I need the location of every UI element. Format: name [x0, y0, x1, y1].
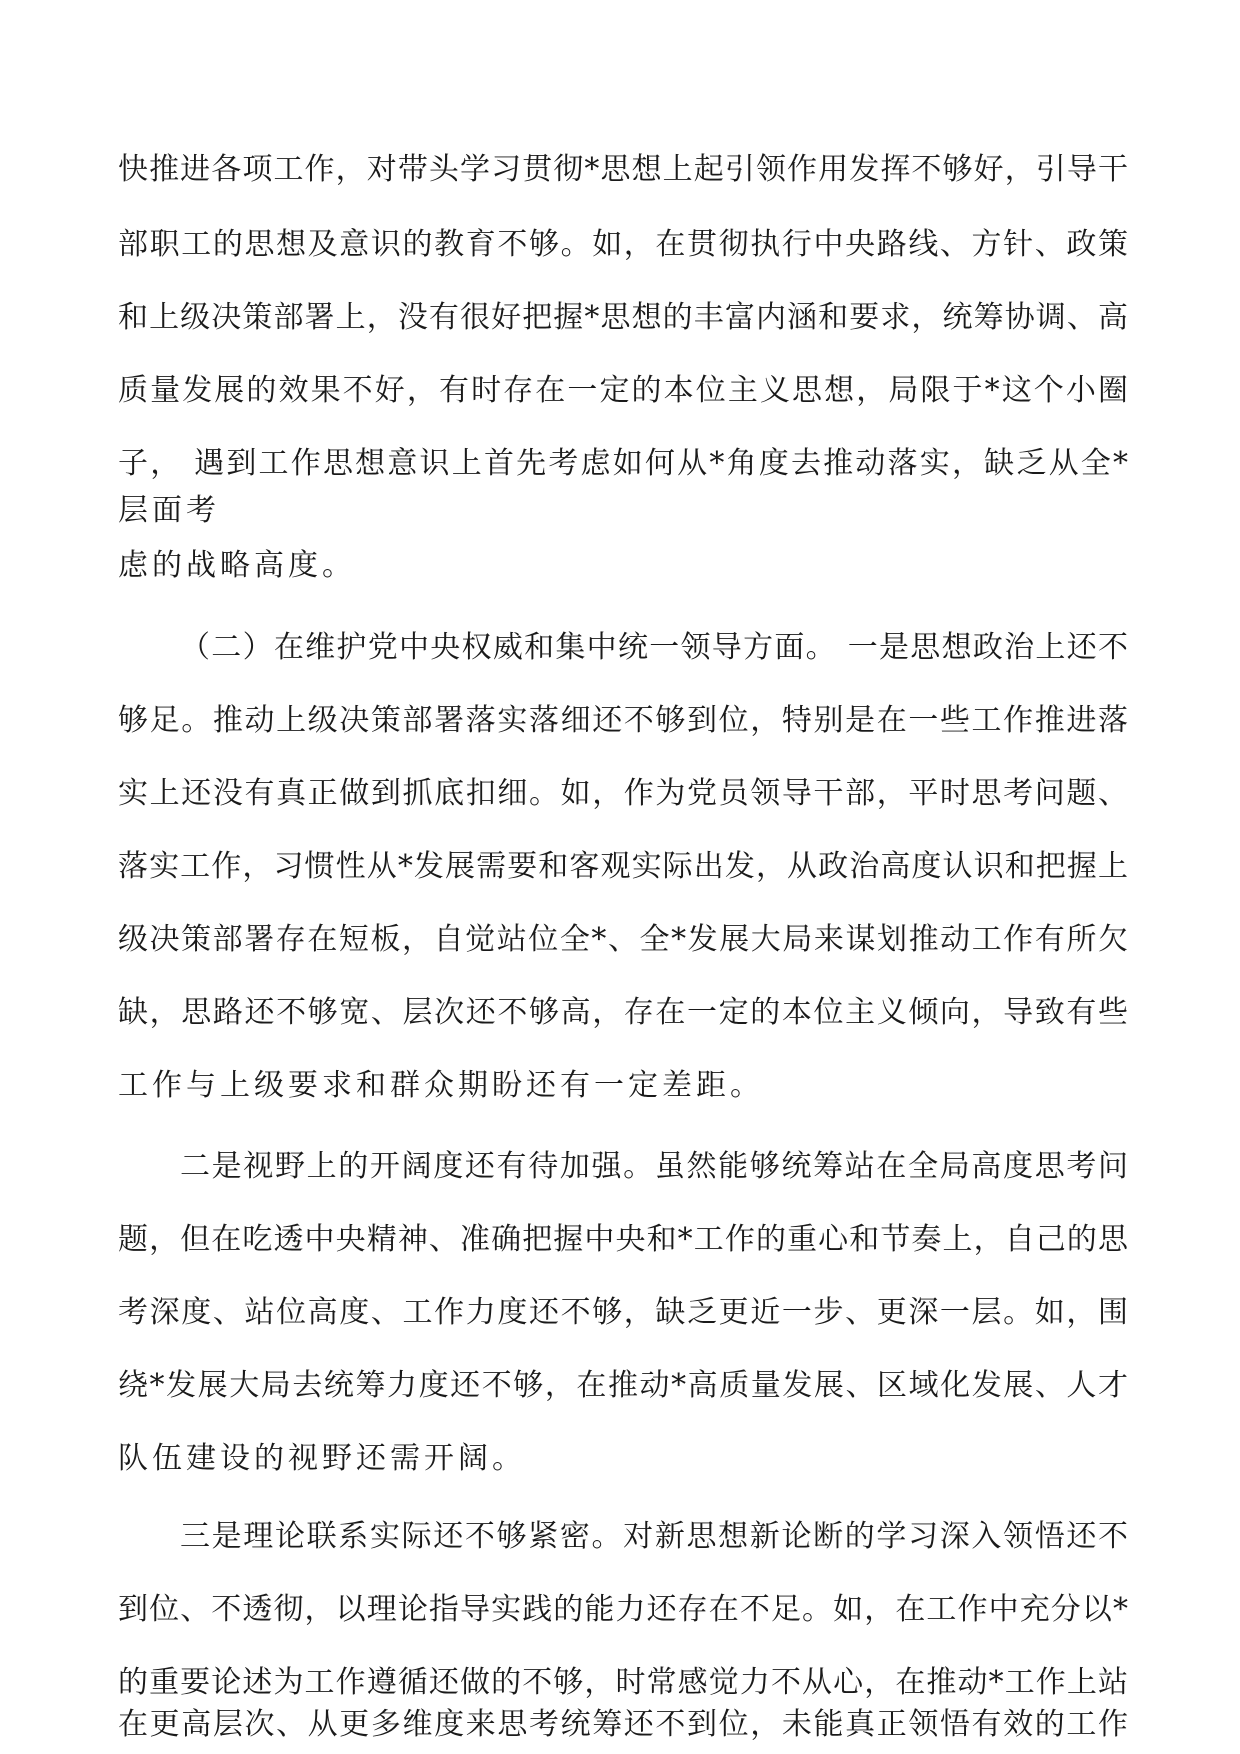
text-line: 考深度、站位高度、工作力度还不够，缺乏更近一步、更深一层。如，围	[118, 1295, 1128, 1330]
text-line: 子， 遇到工作思想意识上首先考虑如何从*角度去推动落实，缺乏从全*	[118, 446, 1128, 481]
text-line: 虑的战略高度。	[118, 548, 356, 583]
text-line: 部职工的思想及意识的教育不够。如，在贯彻执行中央路线、方针、政策	[118, 227, 1128, 262]
text-line: 队伍建设的视野还需开阔。	[118, 1441, 526, 1476]
text-line: 级决策部署存在短板，自觉站位全*、全*发展大局来谋划推动工作有所欠	[118, 922, 1128, 957]
text-line: 题，但在吃透中央精神、准确把握中央和*工作的重心和节奏上，自己的思	[118, 1222, 1128, 1257]
text-line: 快推进各项工作，对带头学习贯彻*思想上起引领作用发挥不够好，引导干	[118, 152, 1128, 187]
text-line: 在更高层次、从更多维度来思考统筹还不到位，未能真正领悟有效的工作	[118, 1707, 1128, 1742]
text-line: 实上还没有真正做到抓底扣细。如，作为党员领导干部，平时思考问题、	[118, 776, 1128, 811]
paragraph-start-line: 二是视野上的开阔度还有待加强。虽然能够统筹站在全局高度思考问	[180, 1149, 1128, 1184]
text-line: 和上级决策部署上，没有很好把握*思想的丰富内涵和要求，统筹协调、高	[118, 300, 1128, 335]
text-line: 缺，思路还不够宽、层次还不够高，存在一定的本位主义倾向，导致有些	[118, 995, 1128, 1030]
text-line: 层面考	[118, 493, 220, 528]
paragraph-start-line: 三是理论联系实际还不够紧密。对新思想新论断的学习深入领悟还不	[180, 1519, 1128, 1554]
text-line: 到位、不透彻，以理论指导实践的能力还存在不足。如，在工作中充分以*	[118, 1592, 1128, 1627]
section-heading-line: （二）在维护党中央权威和集中统一领导方面。 一是思想政治上还不	[180, 630, 1128, 665]
text-line: 质量发展的效果不好，有时存在一定的本位主义思想，局限于*这个小圈	[118, 373, 1128, 408]
text-line: 工作与上级要求和群众期盼还有一定差距。	[118, 1068, 764, 1103]
text-line: 够足。推动上级决策部署落实落细还不够到位，特别是在一些工作推进落	[118, 703, 1128, 738]
text-line: 落实工作，习惯性从*发展需要和客观实际出发，从政治高度认识和把握上	[118, 849, 1128, 884]
text-line: 绕*发展大局去统筹力度还不够，在推动*高质量发展、区域化发展、人才	[118, 1368, 1128, 1403]
text-line: 的重要论述为工作遵循还做的不够，时常感觉力不从心，在推动*工作上站	[118, 1665, 1128, 1700]
